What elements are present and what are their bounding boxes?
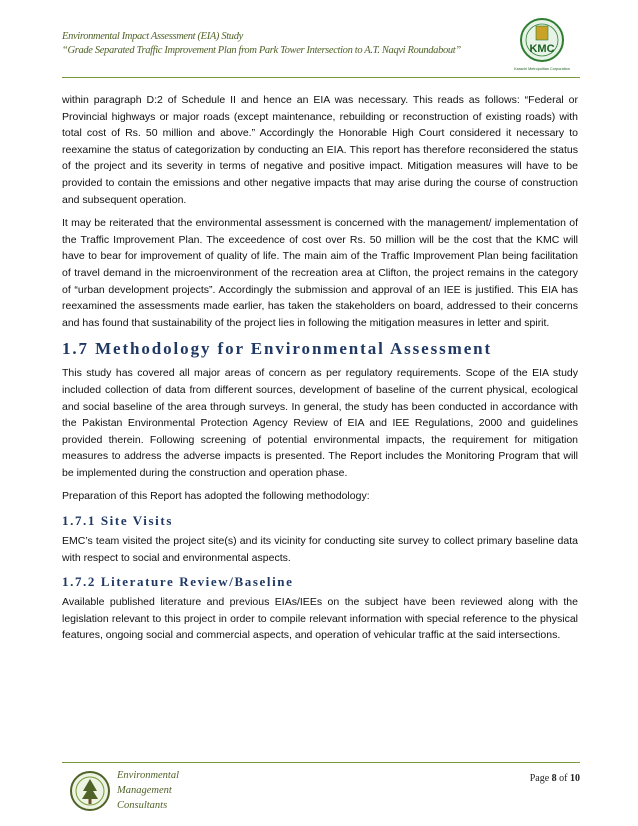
paragraph: This study has covered all major areas of concern as per regulatory requirements. Scope of the EIA study included collection of data from different sources, development of baseline of the current physical, ecological and social baseline of the area through surveys. In general, the study has been conducted in accordance with the Pakistan Environmental Protection Agency Review of EIA and IEE Regulations, 2000 and guidelines provided therein. Following screening of potential environmental impacts, the requirement for mitigation measures to address the adverse impacts is presented. The Report includes the Monitoring Program that will be implemented during the construction and operation phase.: [62, 367, 578, 479]
paragraph: Preparation of this Report has adopted the following methodology:: [62, 490, 370, 503]
subsection-heading-1-7-1: 1.7.1 Site Visits: [62, 513, 173, 529]
paragraph: Available published literature and previous EIAs/IEEs on the subject have been reviewed along with the legislation relevant to this project in order to compile relevant information with special reference to the physical features, ongoing social and commercial aspects, and operation of vehicular traffic at the said intersections.: [62, 596, 578, 642]
page-of: of: [559, 773, 568, 784]
subsection-heading-1-7-2: 1.7.2 Literature Review/Baseline: [62, 574, 294, 590]
page-total: 10: [570, 773, 580, 784]
kmc-logo-subtitle: Karachi Metropolitan Corporation: [514, 67, 570, 71]
footer-divider: [62, 762, 580, 763]
footer-company-line: Consultants: [117, 800, 168, 811]
paragraph: within paragraph D:2 of Schedule II and hence an EIA was necessary. This reads as follows: “Federal or Provincial highways or major roads (except maintenance, rebuilding or reconstruction of existing roads) with total cost of Rs. 50 million and above.” Accordingly the Honorable High Court considered it necessary to reexamine the status of categorization by conducting an EIA. This report has therefore reconsidered the status of the project and its severity in terms of negative and positive impact. Mitigation measures will have to be provided to contain the emissions and other negative impacts that may arise during the course of construction and subsequent operation.: [62, 94, 578, 206]
footer-company-line: Environmental: [117, 770, 180, 781]
section-heading-1-7: 1.7 Methodology for Environmental Assessment: [62, 339, 493, 359]
kmc-logo-label: KMC: [529, 43, 555, 55]
page-prefix: Page: [529, 773, 550, 784]
paragraph: EMC’s team visited the project site(s) and its vicinity for conducting site survey to collect primary baseline data with respect to social and environmental aspects.: [62, 535, 578, 564]
kmc-logo: [507, 16, 577, 74]
document-header: [62, 30, 502, 58]
paragraph: It may be reiterated that the environmental assessment is concerned with the management/ implementation of the Traffic Improvement Plan. The exceedence of cost over Rs. 50 million will be the cost that the KMC will have to bear for improvement of quality of life. The main aim of the Traffic Improvement Plan being facilitation of travel demand in the microenvironment of the recreation area at Clifton, the project remains in the category of “urban development projects”. Accordingly the submission and approval of an IEE is justified. This EIA has reexamined the assessments made earlier, has taken the stakeholders on board, addressed to their concerns and has found that sustainability of the project lies in following the mitigation measures in letter and spirit.: [62, 217, 578, 329]
header-study-title: Environmental Impact Assessment (EIA) Study: [62, 31, 243, 42]
footer-company: [117, 768, 179, 813]
page-current: 8: [551, 773, 557, 784]
page-content: [62, 92, 578, 651]
footer-company-line: Management: [117, 785, 172, 796]
emc-logo: [68, 765, 112, 817]
header-divider: [62, 77, 580, 78]
page-number: [530, 773, 580, 784]
header-project-title: “Grade Separated Traffic Improvement Plan from Park Tower Intersection to A.T. Naqvi Roundabout”: [62, 45, 461, 56]
